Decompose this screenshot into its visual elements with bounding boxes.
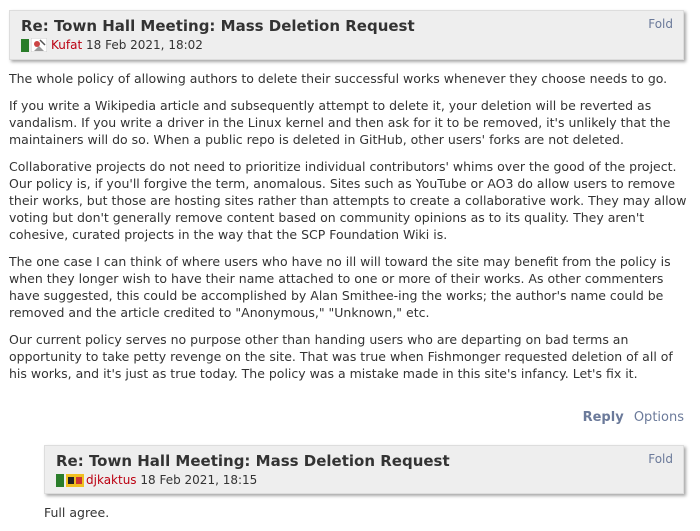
reply-link[interactable]: Reply	[582, 410, 624, 425]
options-link[interactable]: Options	[633, 410, 684, 425]
reply-header	[44, 445, 684, 494]
fold-link[interactable]: Fold	[648, 17, 673, 31]
post-paragraph: Collaborative projects do not need to prioritize individual contributors' whims over the good of the project. Our policy is, if you'll forgive the term, anomalous. Sites such as YouTube or AO3 do allow users to remove their works, but those are hosting sites rather than attempts to create a collaborative work. They may allow voting but don't generally remove content based on community opinions as to its quality. They aren't cohesive, curated projects in the way that the SCP Foundation Wiki is.	[9, 159, 687, 242]
reply-body: Full agree.	[44, 505, 110, 520]
post-paragraph: Our current policy serves no purpose other than handing users who are departing on bad terms an opportunity to take petty revenge on the site. That was true when Fishmonger requested deletion of all of his works, and it's just as true today. The policy was a mistake made in this site's infancy. Let's fix it.	[9, 332, 673, 381]
reply-author-line	[56, 473, 257, 487]
reply-title: Re: Town Hall Meeting: Mass Deletion Request	[56, 452, 450, 470]
post-paragraph: If you write a Wikipedia article and subsequently attempt to delete it, your deletion will be reverted as vandalism. If you write a driver in the Linux kernel and then ask for it to be removed, it's unlikely that the maintainers will do so. When a public repo is deleted in GitHub, other users' forks are not deleted.	[9, 98, 671, 147]
post-paragraph: The one case I can think of where users who have no ill will toward the site may benefit from the policy is when they longer wish to have their name attached to one or more of their works. As other commenters have suggested, this could be accomplished by Alan Smithee-ing the works; the author's name could be removed and the article credited to "Anonymous," "Unknown," etc.	[9, 254, 671, 320]
post-body	[9, 70, 689, 392]
post-actions	[583, 410, 684, 425]
author-link[interactable]: Kufat	[51, 38, 83, 52]
post-paragraph: The whole policy of allowing authors to delete their successful works whenever they choose needs to go.	[9, 71, 668, 86]
reply-timestamp: 18 Feb 2021, 18:15	[140, 473, 258, 487]
reply-fold-link[interactable]: Fold	[648, 452, 673, 466]
karma-icon	[21, 39, 29, 52]
post-title: Re: Town Hall Meeting: Mass Deletion Request	[21, 17, 415, 35]
avatar[interactable]	[31, 38, 47, 52]
post-header	[9, 10, 684, 60]
karma-icon	[56, 474, 64, 487]
avatar[interactable]	[66, 474, 84, 487]
post-author-line	[21, 38, 203, 52]
reply-author-link[interactable]: djkaktus	[86, 473, 137, 487]
post-timestamp: 18 Feb 2021, 18:02	[86, 38, 203, 52]
